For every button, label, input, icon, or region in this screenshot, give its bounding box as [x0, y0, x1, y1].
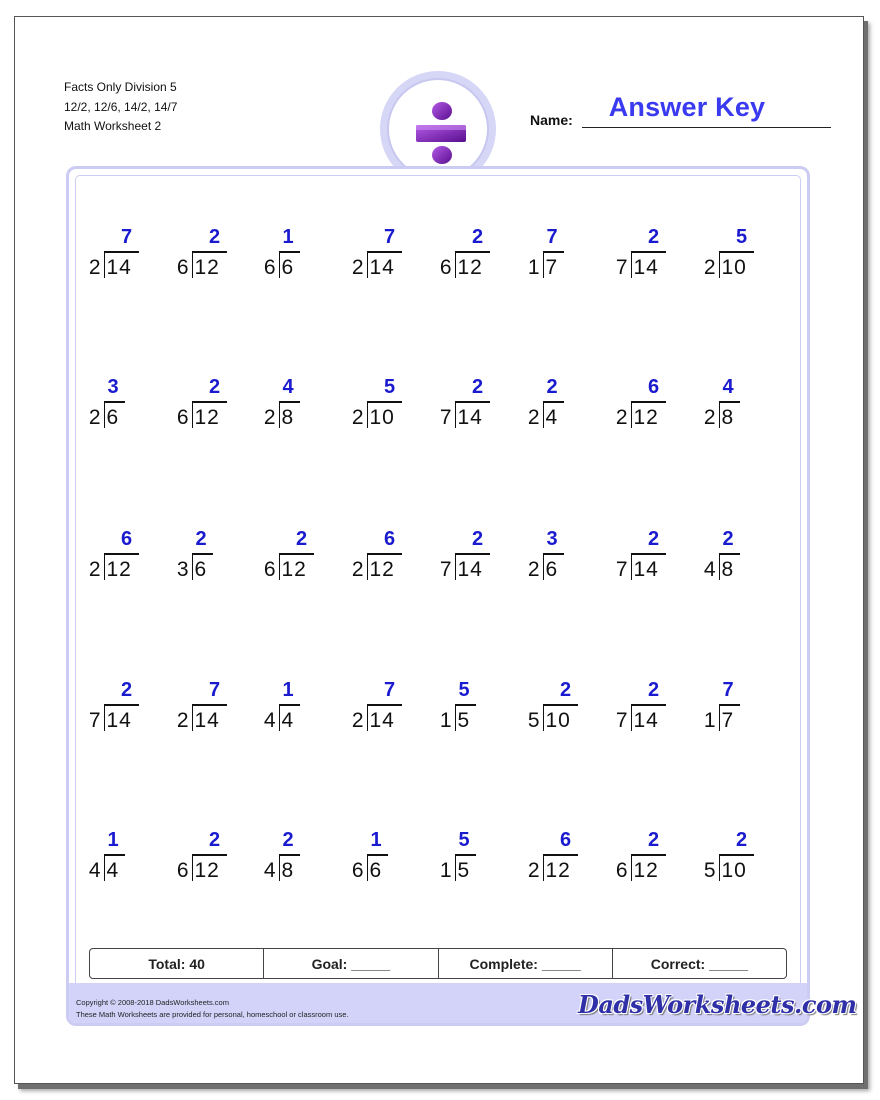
dividend: 14 [369, 256, 395, 279]
division-problem [88, 829, 178, 889]
dividend: 6 [281, 256, 295, 279]
dividend: 7 [721, 709, 735, 732]
vinculum-line [543, 553, 565, 555]
divisor: 4 [88, 859, 101, 882]
division-problem [351, 829, 441, 889]
divisor: 4 [263, 859, 276, 882]
problems-frame [66, 166, 810, 1026]
division-bracket [543, 554, 545, 580]
division-problem [176, 528, 266, 588]
goal-cell[interactable]: Goal: _____ [263, 949, 437, 978]
divisor: 2 [176, 709, 189, 732]
vinculum-line [367, 401, 402, 403]
vinculum-line [631, 553, 666, 555]
vinculum-line [367, 251, 402, 253]
division-sign-icon [408, 97, 472, 177]
quotient-answer: 6 [384, 528, 396, 550]
dividend: 6 [545, 558, 559, 581]
quotient-answer: 2 [472, 226, 484, 248]
total-cell: Total: 40 [148, 956, 205, 972]
quotient-answer: 2 [648, 226, 660, 248]
division-bracket [455, 855, 457, 881]
vinculum-line [104, 704, 139, 706]
quotient-answer: 5 [458, 829, 470, 851]
divisor: 7 [615, 709, 628, 732]
dividend: 14 [633, 256, 659, 279]
dividend: 6 [106, 406, 120, 429]
quotient-answer: 2 [296, 528, 308, 550]
vinculum-line [719, 251, 754, 253]
quotient-answer: 6 [121, 528, 133, 550]
division-bracket [192, 705, 194, 731]
quotient-answer: 2 [648, 829, 660, 851]
division-problem [88, 226, 178, 286]
division-problem [527, 829, 617, 889]
vinculum-line [719, 553, 741, 555]
vinculum-line [192, 251, 227, 253]
dividend: 12 [194, 859, 220, 882]
division-bracket [104, 402, 106, 428]
vinculum-line [631, 251, 666, 253]
divisor: 7 [439, 558, 452, 581]
division-bracket [631, 855, 633, 881]
quotient-answer: 2 [209, 376, 221, 398]
worksheet-facts: 12/2, 12/6, 14/2, 14/7 [64, 99, 178, 114]
division-bracket [192, 855, 194, 881]
division-bracket [719, 554, 721, 580]
division-bracket [279, 855, 281, 881]
divisor: 1 [703, 709, 716, 732]
quotient-answer: 2 [648, 679, 660, 701]
quotient-answer: 7 [384, 226, 396, 248]
division-problem [615, 528, 705, 588]
quotient-answer: 7 [121, 226, 133, 248]
dividend: 4 [545, 406, 559, 429]
dividend: 7 [545, 256, 559, 279]
divisor: 6 [263, 256, 276, 279]
dividend: 5 [457, 859, 471, 882]
divisor: 7 [615, 558, 628, 581]
vinculum-line [104, 553, 139, 555]
quotient-answer: 7 [209, 679, 221, 701]
division-problem [88, 376, 178, 436]
division-problem [527, 528, 617, 588]
division-bracket [279, 554, 281, 580]
vinculum-line [719, 704, 741, 706]
division-bracket [543, 705, 545, 731]
division-bracket [192, 252, 194, 278]
divisor: 6 [176, 256, 189, 279]
quotient-answer: 2 [282, 829, 294, 851]
quotient-answer: 6 [560, 829, 572, 851]
division-problem [176, 679, 266, 739]
quotient-answer: 1 [282, 226, 294, 248]
correct-cell[interactable]: Correct: _____ [612, 949, 786, 978]
vinculum-line [279, 553, 314, 555]
division-bracket [455, 554, 457, 580]
vinculum-line [543, 251, 565, 253]
division-bracket [631, 705, 633, 731]
divisor: 5 [703, 859, 716, 882]
name-label: Name: [530, 112, 573, 128]
divisor: 2 [703, 256, 716, 279]
dividend: 4 [281, 709, 295, 732]
division-bracket [367, 252, 369, 278]
quotient-answer: 1 [107, 829, 119, 851]
division-bracket [543, 855, 545, 881]
divisor: 1 [439, 859, 452, 882]
divisor: 7 [439, 406, 452, 429]
divisor: 5 [527, 709, 540, 732]
dividend: 12 [194, 256, 220, 279]
division-bracket [367, 402, 369, 428]
divisor: 2 [88, 256, 101, 279]
division-problem [351, 226, 441, 286]
division-problem [439, 376, 529, 436]
quotient-answer: 4 [282, 376, 294, 398]
quotient-answer: 1 [282, 679, 294, 701]
worksheet-title: Facts Only Division 5 [64, 80, 177, 94]
dividend: 10 [545, 709, 571, 732]
divisor: 6 [351, 859, 364, 882]
dividend: 14 [194, 709, 220, 732]
vinculum-line [543, 704, 578, 706]
quotient-answer: 3 [107, 376, 119, 398]
quotient-answer: 2 [560, 679, 572, 701]
division-problem [351, 679, 441, 739]
vinculum-line [631, 704, 666, 706]
quotient-answer: 2 [209, 829, 221, 851]
division-problem [703, 376, 793, 436]
vinculum-line [543, 854, 578, 856]
vinculum-line [279, 401, 301, 403]
divisor: 6 [615, 859, 628, 882]
division-problem [615, 226, 705, 286]
divisor: 4 [703, 558, 716, 581]
dividend: 12 [194, 406, 220, 429]
quotient-answer: 7 [384, 679, 396, 701]
division-bracket [279, 705, 281, 731]
vinculum-line [192, 854, 227, 856]
quotient-answer: 2 [472, 528, 484, 550]
division-problem [439, 829, 529, 889]
quotient-answer: 2 [736, 829, 748, 851]
division-problem [176, 829, 266, 889]
worksheet-number: Math Worksheet 2 [64, 119, 162, 133]
dividend: 14 [457, 558, 483, 581]
divisor: 1 [527, 256, 540, 279]
dividend: 14 [369, 709, 395, 732]
division-problem [263, 376, 353, 436]
dividend: 14 [106, 709, 132, 732]
vinculum-line [719, 854, 754, 856]
divisor: 7 [615, 256, 628, 279]
division-problem [615, 376, 705, 436]
quotient-answer: 1 [370, 829, 382, 851]
divisor: 2 [527, 406, 540, 429]
dividend: 4 [106, 859, 120, 882]
divisor: 2 [527, 558, 540, 581]
division-bracket [543, 402, 545, 428]
dividend: 12 [106, 558, 132, 581]
division-bracket [279, 402, 281, 428]
worksheet-header [64, 78, 177, 137]
divisor: 2 [615, 406, 628, 429]
vinculum-line [104, 251, 139, 253]
vinculum-line [631, 401, 666, 403]
division-problem [351, 376, 441, 436]
vinculum-line [279, 854, 301, 856]
vinculum-line [455, 553, 490, 555]
division-bracket [455, 252, 457, 278]
divisor: 6 [176, 406, 189, 429]
quotient-answer: 5 [458, 679, 470, 701]
divisor: 6 [263, 558, 276, 581]
division-problem [527, 226, 617, 286]
vinculum-line [367, 704, 402, 706]
division-bracket [192, 554, 194, 580]
complete-cell[interactable]: Complete: _____ [438, 949, 612, 978]
division-bracket [455, 402, 457, 428]
division-bracket [367, 855, 369, 881]
division-bracket [104, 855, 106, 881]
division-bracket [104, 705, 106, 731]
divisor: 7 [88, 709, 101, 732]
division-problem [351, 528, 441, 588]
division-bracket [719, 252, 721, 278]
quotient-answer: 2 [546, 376, 558, 398]
vinculum-line [631, 854, 666, 856]
divisor: 2 [351, 558, 364, 581]
dividend: 12 [633, 859, 659, 882]
dividend: 12 [457, 256, 483, 279]
division-bracket [543, 252, 545, 278]
quotient-answer: 5 [384, 376, 396, 398]
division-bracket [631, 252, 633, 278]
dividend: 12 [633, 406, 659, 429]
division-bracket [104, 252, 106, 278]
vinculum-line [192, 401, 227, 403]
copyright-notice [76, 997, 349, 1021]
divisor: 2 [351, 709, 364, 732]
division-problem [263, 528, 353, 588]
vinculum-line [719, 401, 741, 403]
divisor: 2 [351, 256, 364, 279]
quotient-answer: 7 [546, 226, 558, 248]
division-bracket [367, 705, 369, 731]
quotient-answer: 2 [121, 679, 133, 701]
vinculum-line [279, 251, 301, 253]
copyright-line: Copyright © 2008-2018 DadsWorksheets.com [76, 998, 229, 1007]
dividend: 6 [369, 859, 383, 882]
division-problem [439, 679, 529, 739]
division-problem [439, 528, 529, 588]
dividend: 10 [721, 256, 747, 279]
dividend: 14 [633, 558, 659, 581]
division-problem [176, 376, 266, 436]
division-problem [615, 829, 705, 889]
divisor: 2 [263, 406, 276, 429]
division-problem [703, 829, 793, 889]
dividend: 12 [369, 558, 395, 581]
name-line [582, 127, 831, 128]
dividend: 5 [457, 709, 471, 732]
division-problem [703, 679, 793, 739]
quotient-answer: 3 [546, 528, 558, 550]
usage-line: These Math Worksheets are provided for personal, homeschool or classroom use. [76, 1010, 349, 1019]
divisor: 6 [439, 256, 452, 279]
division-bracket [192, 402, 194, 428]
dividend: 12 [281, 558, 307, 581]
dividend: 14 [633, 709, 659, 732]
quotient-answer: 7 [722, 679, 734, 701]
dividend: 10 [369, 406, 395, 429]
quotient-answer: 2 [195, 528, 207, 550]
quotient-answer: 2 [648, 528, 660, 550]
division-problem [439, 226, 529, 286]
division-bracket [631, 402, 633, 428]
vinculum-line [455, 704, 477, 706]
division-problem [615, 679, 705, 739]
divisor: 3 [176, 558, 189, 581]
quotient-answer: 4 [722, 376, 734, 398]
division-bracket [719, 705, 721, 731]
vinculum-line [192, 553, 214, 555]
divisor: 2 [88, 406, 101, 429]
division-bracket [719, 402, 721, 428]
vinculum-line [455, 854, 477, 856]
dividend: 8 [721, 558, 735, 581]
divisor: 2 [351, 406, 364, 429]
vinculum-line [104, 401, 126, 403]
quotient-answer: 2 [209, 226, 221, 248]
dividend: 14 [106, 256, 132, 279]
vinculum-line [192, 704, 227, 706]
dividend: 8 [721, 406, 735, 429]
dividend: 8 [281, 406, 295, 429]
division-problem [703, 528, 793, 588]
division-problem [88, 679, 178, 739]
division-problem [88, 528, 178, 588]
division-problem [527, 376, 617, 436]
score-row [89, 948, 787, 979]
division-bracket [719, 855, 721, 881]
dividend: 6 [194, 558, 208, 581]
dividend: 12 [545, 859, 571, 882]
site-logo: DadsWorksheets.com [578, 990, 857, 1019]
division-bracket [455, 705, 457, 731]
division-problem [263, 829, 353, 889]
division-problem [263, 226, 353, 286]
divisor: 6 [176, 859, 189, 882]
vinculum-line [367, 553, 402, 555]
dividend: 8 [281, 859, 295, 882]
divisor: 2 [88, 558, 101, 581]
division-bracket [104, 554, 106, 580]
vinculum-line [455, 251, 490, 253]
vinculum-line [279, 704, 301, 706]
division-bracket [631, 554, 633, 580]
quotient-answer: 6 [648, 376, 660, 398]
divisor: 2 [703, 406, 716, 429]
name-field[interactable]: Answer Key [608, 92, 766, 122]
quotient-answer: 5 [736, 226, 748, 248]
vinculum-line [455, 401, 490, 403]
vinculum-line [543, 401, 565, 403]
division-problem [703, 226, 793, 286]
division-problem [527, 679, 617, 739]
divisor: 2 [527, 859, 540, 882]
division-problem [176, 226, 266, 286]
division-bracket [367, 554, 369, 580]
vinculum-line [104, 854, 126, 856]
divisor: 4 [263, 709, 276, 732]
quotient-answer: 2 [472, 376, 484, 398]
quotient-answer: 2 [722, 528, 734, 550]
divisor: 1 [439, 709, 452, 732]
dividend: 14 [457, 406, 483, 429]
vinculum-line [367, 854, 389, 856]
division-bracket [279, 252, 281, 278]
division-problem [263, 679, 353, 739]
dividend: 10 [721, 859, 747, 882]
